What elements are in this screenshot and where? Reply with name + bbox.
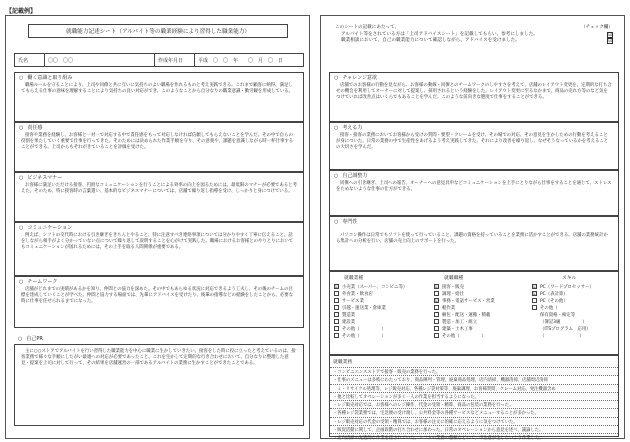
checkbox-item[interactable]: サービス業 (334, 297, 434, 304)
section-title: 働く意識と取り組み (27, 75, 73, 81)
checkbox-item[interactable]: PC（その他） (532, 297, 618, 304)
checkbox-item[interactable]: 建設業 (334, 318, 434, 325)
history-row: ・他と比較してオペレーションが多く一人の作業を担当するようになった。 (330, 392, 618, 400)
checkbox-item[interactable]: ☑ PC（表計算） (533, 291, 568, 297)
section-title: チームワーク (27, 279, 58, 285)
checkbox-item[interactable]: ☑ 小売業（スーパー、コンビニ等） (335, 284, 408, 290)
qualification-entry[interactable]: （ITSプログラム 応用） (540, 326, 591, 332)
checkbox-item[interactable]: 製造業 (334, 311, 434, 318)
date-label: 作成年月日 (155, 54, 195, 66)
column-header: 就職業種 (344, 276, 364, 281)
history-row: ・販促活動に関して、企画段階の打ち合わせに加わった。日常のオペレーションから意見を述べ、議論した。 (330, 425, 618, 433)
section-communication (14, 222, 304, 276)
section-title: 責任感 (27, 125, 43, 131)
circle-icon: ○ (334, 75, 339, 81)
checkbox-item[interactable]: 調理・給仕 (434, 290, 530, 297)
section-body: 例えば、シフトの交代時における引き継ぎをきちんとやること、特に注意すべき連絡事項については分かりやすく丁寧に伝えること、話をしながら相手がよく分かっていない点について繰り返して説明することを心がけて実践した。職場におけるお客様とのやりとりにおいてもコミュニケーションが図れるためには、その上手を取る人間関係が重要である。 (21, 233, 294, 250)
left-page (5, 15, 310, 439)
history-row: ・各種レジ袋業務では、宅急便の受け渡し、公共料金等の各種サービスなどメニューすることが多かった。 (330, 408, 618, 416)
history-row: ・店内清掃の先進的な作業を任されていた。シフトの業務の整頓などにて、不注意が生じないよう作業した。 (330, 433, 618, 441)
checkbox-item[interactable]: その他（ ） (334, 325, 434, 332)
section-challenge (329, 72, 619, 122)
column-header: スキル (562, 276, 577, 281)
section-expertise (329, 216, 619, 271)
section-body: 職場ルールを守ることにより、上司や同僚と共に互いに気持ちのよい職場を作れるものと考え実践できる。これまで顧客に納得、満足してもらえる仕事の意味を理解することにより気持ちの良い対応ができ、このようなことから自分なりの職業意識・勤労観を形成している。 (21, 83, 294, 94)
section-body: 主に○○ストアでアルバイトを行い習得した職業能力を中心に職業に生かしていきたい。接客をした時に役に立ったと考えているのは、接客業務で様々な手順にしたがい最適への対応が必要であったこと、これを生かして定期的な行き合わせにおいて、自分なりに整理した意見・提案を上司に対して行って、その結果を店舗運営の一部であるアルバイトの業務に生かすことができたことである。 (21, 349, 296, 366)
section-body: 接客・接客の業務においてお客様から受けの質問・要望・クレームを受け、その場での対応、その意見を生かしための行動を考えることが身についた。日常の業務の中で生産性をあげるよう考え実践してきた。それにより改善を繰り返し、なぜそうなっているかを考えることの大切さを学んだ。 (336, 133, 609, 150)
circle-icon: ○ (19, 225, 24, 231)
circle-icon: ○ (19, 75, 24, 81)
right-page (320, 15, 625, 442)
section-title: 自己PR (26, 336, 43, 342)
section-title: コミュニケーション (27, 225, 73, 231)
history-title: 就職業務 (333, 360, 353, 365)
history-row: ミ・リサイクル処理等、レジ販売対応、各種レジ袋対策等、廃棄調理、お客様質問、クレーム対応、発注機器含め (330, 384, 618, 392)
date-value: 平成 〇 〇 年 〇 月 〇 日 (198, 57, 284, 64)
section-work-attitude (14, 72, 304, 122)
checkbox-item[interactable]: その他（ ） (334, 332, 434, 339)
industry-column (334, 272, 434, 339)
skill-column (532, 272, 618, 339)
checkbox-item[interactable]: ☑ PC（ワードプロセッサー） (533, 284, 594, 290)
checkbox-item[interactable]: ☑ 接客・販売 (435, 284, 464, 290)
history-row: ・レジ販売対応では、お客様へのレジ操作、代金の受領・精算、商品の包装の業務を行った。 (330, 400, 618, 408)
circle-icon: ○ (19, 175, 24, 181)
circle-icon: ○ (19, 125, 24, 131)
checkbox-item[interactable]: 建築・土木工事 (434, 325, 530, 332)
circle-icon: ○ (19, 279, 24, 285)
job-type-column (434, 272, 530, 339)
sheet-title: 就職能力記述シート（アルバイト等の職業経験により習得した職業能力） (28, 24, 288, 38)
notice-line2: アルバイト等をされている方は「上司アドバイスシート」を記載してもらい、参考にしました。 (341, 31, 538, 37)
notice-checkbox-2[interactable]: ☑ (608, 38, 613, 44)
name-value: 〇〇 〇〇 (45, 54, 155, 66)
section-body: 店舗がどれまでの実績があるかを知り、仲間との協力を深めた。その中でもあらゆる状況に対応できるよう工夫し、その後のチームの目標を達成していくことが学べた。仲間と協力する場面では、先輩にアドバイスを受けたり、後輩の指導などの経験をしたことから、必要な時に仕事を任せられるまでになった。 (21, 287, 294, 304)
checkbox-item[interactable]: 外食業・飲食店 (334, 290, 434, 297)
qualification-entry[interactable]: （ ） (540, 333, 584, 339)
checkbox-item[interactable]: その他（ (532, 304, 618, 311)
section-body: 同僚への引き継ぎ、上司への報告、オーナーへの意見具申などコミュニケーションを上手にとりながら仕事をすることを通じて、ストレスをためないような仕事の仕方ができる。 (336, 181, 612, 192)
section-body: 店舗でのお客様の行動を見ながら、お客様の動線・同僚とのチームワークのしやすさを考えて、店舗のレイアウト変更を、定期的な打ち合せの機会を利用してオーナーに対して提案し、採用されるという経験をした。レイアウト変更に至るなかまで、商品の売れ方等のなど気をつけていれば改善点はいくらでもあることを学んだ。このような前向きな態度で仕事をすることができる。 (336, 83, 612, 100)
section-title: チャレンジ意欲 (342, 75, 377, 81)
notice-box (329, 22, 619, 56)
work-history (329, 355, 619, 442)
section-body: パソコン操作は日常でもソフトを使って行っていること、課題の資格を持っていることを業務に活かすことができる。店舗の業務統計から集計への分析を行い、店舗の売上向上のサポートを行った。 (336, 233, 608, 244)
circle-icon: ○ (18, 336, 23, 342)
circle-icon: ○ (334, 219, 339, 225)
info-row (14, 53, 304, 67)
notice-checkbox-1[interactable]: ☑ (608, 31, 613, 38)
checkbox-item[interactable]: ☑ 事務・電話サービス・営業 (435, 298, 495, 304)
section-title: 自己調整力 (342, 173, 368, 179)
history-row: ・コンビニエンスストアで接客・販売の業務を行った。 (330, 367, 618, 375)
section-title: ビジネスマナー (27, 175, 63, 181)
name-label: 氏名 (15, 54, 45, 66)
circle-icon: ○ (334, 173, 339, 179)
section-title: 考える力 (342, 125, 363, 131)
qualification-label: 保有資格・検定等 (540, 312, 576, 318)
history-row: ・レジ販売対応の代金の受領・精算では、お客様の注文に的確に応えるように気をつけていた。 (330, 417, 618, 425)
checkbox-item[interactable]: 梱包・配送・運搬・積載 (434, 311, 530, 318)
example-label: 【記載例】 (6, 8, 37, 15)
section-business-manners (14, 172, 304, 222)
experience-grid (329, 271, 619, 355)
circle-icon: ○ (334, 125, 339, 131)
checkbox-item[interactable]: その他（ ） (434, 332, 530, 339)
history-row: ・仕事のメニューは多岐にわたっており、商品陳列・管理、廃棄商品処理、店内清掃、機器清掃、店舗周辺清掃 (330, 375, 618, 383)
checkbox-item[interactable]: 軽作業 (434, 304, 530, 311)
checkbox-item[interactable]: 製造・加工・組立 (434, 318, 530, 325)
checkbox-item[interactable]: 引越・運送業・倉庫業 (334, 304, 434, 311)
section-thinking (329, 122, 619, 170)
section-title: 専門性 (342, 219, 358, 225)
notice-line1: このシートの記載にあたって、 (335, 25, 400, 30)
check-column-label: （チェック欄） (580, 25, 613, 30)
section-body: 接客や業務を経験し、お客様と一対一で対応する中で責任感をもって対応しなければ信頼してもらえないことを学んだ。その中で自らの役割を果たしていく重要で仕事を行ってきた。そのためには決められた作業手順を守り、その意義や、課題を意識しながら時一杯仕事することができる。上司からもそれがきていることを評価を受けた。 (21, 133, 294, 150)
section-self-pr (14, 334, 304, 434)
section-self-regulation (329, 170, 619, 216)
column-header: 就職職種 (444, 276, 464, 281)
qualification-entry[interactable]: （簿記3級 ） (540, 319, 587, 325)
section-responsibility (14, 122, 304, 172)
notice-line3: 職業相談において、自己の職業能力について確認しながら、アドバイスを受けました。 (341, 38, 520, 43)
section-teamwork (14, 276, 304, 328)
section-body: お客様に満足いただける接客、円滑なコミュニケーションを行うことによる効率の向上を図るためには、最低限のマナーが必要であると考えた。そのため、特に接客時の言葉遣い、基本的なビジネスマナーについては、店舗で繰り返し指導を受け、しっかりと身につけている。 (21, 183, 297, 194)
